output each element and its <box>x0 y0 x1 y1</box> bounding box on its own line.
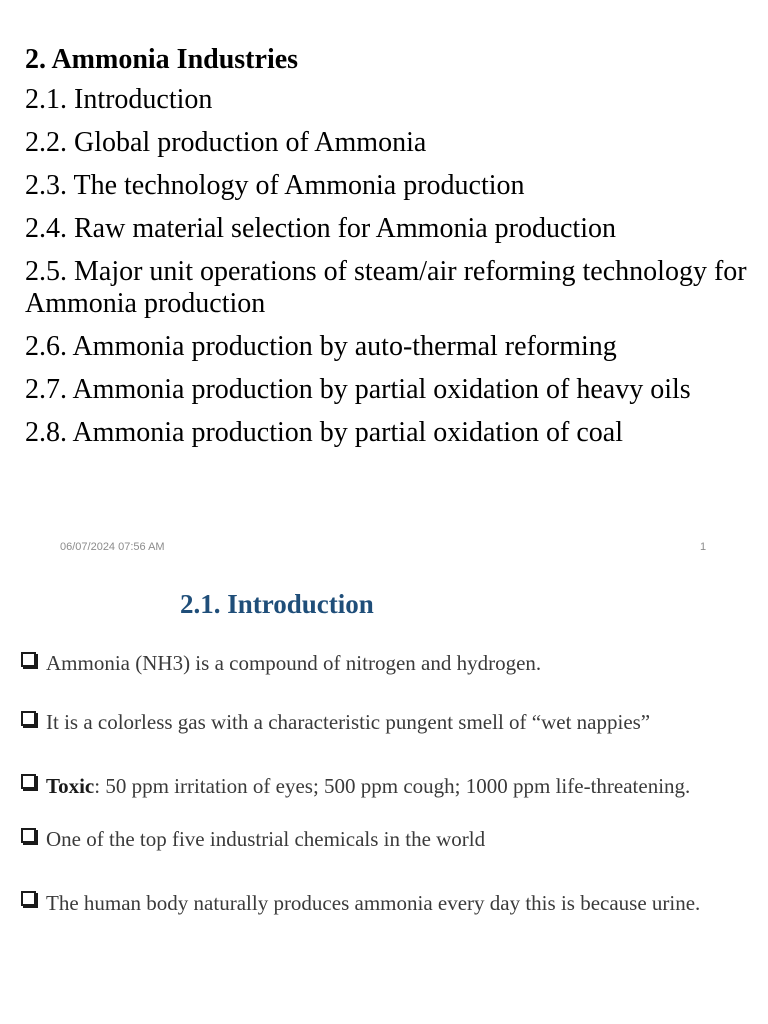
toc-item: 2.8. Ammonia production by partial oxidation of coal <box>25 417 623 448</box>
bullet-bold-label: Toxic <box>46 774 95 798</box>
list-item <box>18 762 760 810</box>
section-heading: 2.1. Introduction <box>180 589 374 619</box>
list-item <box>18 644 760 682</box>
slide-footer-date: 06/07/2024 07:56 AM <box>60 541 165 553</box>
toc-item: 2.2. Global production of Ammonia <box>25 127 427 158</box>
checkbox-bullet-icon <box>21 891 36 906</box>
bullet-text: : 50 ppm irritation of eyes; 500 ppm cough; 1000 ppm life-threatening. <box>94 774 691 798</box>
checkbox-bullet-icon <box>21 774 36 789</box>
toc-item: 2.3. The technology of Ammonia production <box>25 170 525 201</box>
toc-item: 2.5. Major unit operations of steam/air reforming technology for Ammonia production <box>25 256 747 319</box>
slide-1-contents <box>25 40 760 460</box>
list-item <box>18 820 760 858</box>
toc-item: 2.7. Ammonia production by partial oxidation of heavy oils <box>25 374 691 405</box>
checkbox-bullet-icon <box>21 828 36 843</box>
bullet-list <box>18 644 760 937</box>
bullet-text: Ammonia (NH3) is a compound of nitrogen and hydrogen. <box>46 651 542 675</box>
list-item <box>18 703 760 741</box>
toc-item: 2.6. Ammonia production by auto-thermal reforming <box>25 331 617 362</box>
checkbox-bullet-icon <box>21 652 36 667</box>
checkbox-bullet-icon <box>21 711 36 726</box>
toc-item: 2.1. Introduction <box>25 84 213 115</box>
bullet-text: One of the top five industrial chemicals in the world <box>46 827 486 851</box>
bullet-text: The human body naturally produces ammonia every day this is because urine. <box>46 891 701 915</box>
toc-item: 2.4. Raw material selection for Ammonia production <box>25 213 616 244</box>
list-item <box>18 879 760 927</box>
slide-title: 2. Ammonia Industries <box>25 44 299 75</box>
slide-page-number: 1 <box>700 541 707 553</box>
bullet-text: It is a colorless gas with a characteristic pungent smell of “wet nappies” <box>46 710 651 734</box>
